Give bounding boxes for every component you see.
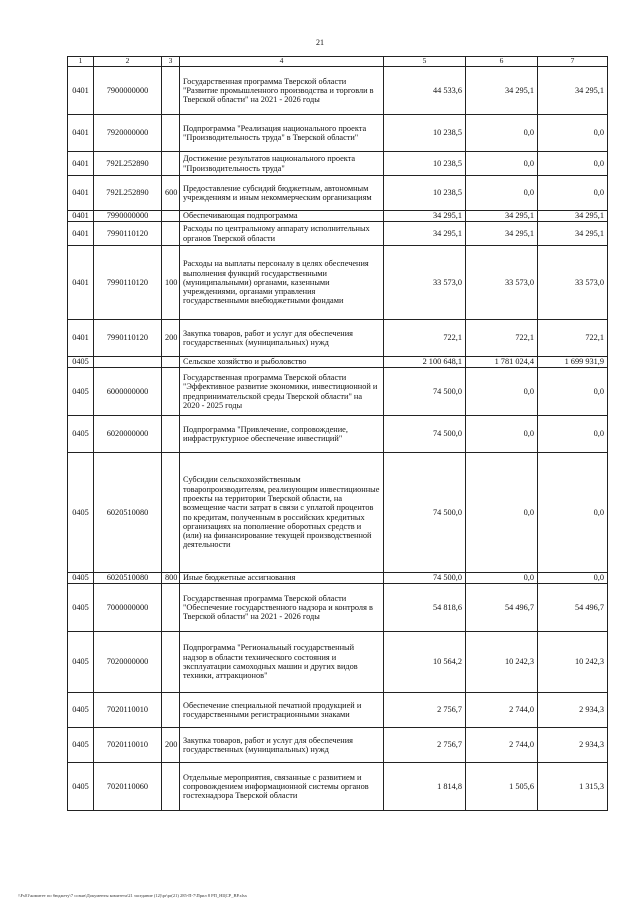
table-cell-value-col6: 0,0 xyxy=(466,176,538,211)
table-cell-name: Государственная программа Тверской области "Обеспечение государственного надзора и контроля в Тверской области" на 2021 - 2026 годы xyxy=(180,584,384,632)
table-cell-target-code: 7020110010 xyxy=(94,728,162,763)
table-cell-expense-type: 600 xyxy=(162,176,180,211)
table-cell-value-col7: 0,0 xyxy=(538,573,608,584)
table-cell-expense-type: 200 xyxy=(162,728,180,763)
table-cell-value-col6: 33 573,0 xyxy=(466,246,538,320)
table-cell-value-col6: 0,0 xyxy=(466,573,538,584)
table-cell-section: 0405 xyxy=(68,693,94,728)
table-cell-target-code: 792L252890 xyxy=(94,176,162,211)
table-cell-name: Подпрограмма "Реализация национального проекта "Производительность труда" в Тверской области" xyxy=(180,115,384,152)
table-cell-expense-type: 100 xyxy=(162,246,180,320)
table-cell-value-col5: 10 238,5 xyxy=(384,152,466,176)
table-cell-name: Расходы на выплаты персоналу в целях обеспечения выполнения функций государственными (муниципальными) органами, казенными учреждениями, органами управления государственными внебюджетными фондами xyxy=(180,246,384,320)
table-cell-value-col7: 1 699 931,9 xyxy=(538,357,608,368)
table-cell-expense-type xyxy=(162,357,180,368)
table-cell-section: 0401 xyxy=(68,67,94,115)
table-cell-value-col5: 34 295,1 xyxy=(384,211,466,222)
table-cell-section: 0405 xyxy=(68,416,94,453)
table-cell-target-code: 6020000000 xyxy=(94,416,162,453)
table-cell-value-col7: 33 573,0 xyxy=(538,246,608,320)
table-cell-section: 0405 xyxy=(68,368,94,416)
table-cell-section: 0405 xyxy=(68,573,94,584)
table-cell-expense-type xyxy=(162,115,180,152)
table-row xyxy=(68,357,608,368)
table-cell-section: 0401 xyxy=(68,176,94,211)
table-cell-value-col7: 34 295,1 xyxy=(538,211,608,222)
table-cell-value-col7: 2 934,3 xyxy=(538,693,608,728)
table-cell-value-col6: 2 744,0 xyxy=(466,728,538,763)
table-cell-value-col7: 34 295,1 xyxy=(538,222,608,246)
table-cell-value-col7: 0,0 xyxy=(538,176,608,211)
column-header-7: 7 xyxy=(538,57,608,67)
table-cell-value-col5: 10 238,5 xyxy=(384,176,466,211)
table-cell-value-col5: 74 500,0 xyxy=(384,368,466,416)
table-cell-target-code: 6020510080 xyxy=(94,453,162,573)
column-header-6: 6 xyxy=(466,57,538,67)
table-cell-value-col5: 10 564,2 xyxy=(384,632,466,693)
table-cell-expense-type xyxy=(162,763,180,811)
table-cell-name: Обеспечение специальной печатной продукцией и государственными регистрационными знаками xyxy=(180,693,384,728)
table-cell-name: Закупка товаров, работ и услуг для обеспечения государственных (муниципальных) нужд xyxy=(180,320,384,357)
table-cell-name: Субсидии сельскохозяйственным товаропроизводителям, реализующим инвестиционные проекты на территории Тверской области, на возмещение части затрат в связи с уплатой процентов по кредитам, полученным в российских кредитных организациях на пополнение оборотных средств и (или) на финансирование текущей производственной деятельности xyxy=(180,453,384,573)
table-cell-value-col6: 10 242,3 xyxy=(466,632,538,693)
table-row xyxy=(68,67,608,115)
table-cell-value-col7: 0,0 xyxy=(538,115,608,152)
table-cell-expense-type xyxy=(162,152,180,176)
table-row xyxy=(68,573,608,584)
table-row xyxy=(68,320,608,357)
table-cell-value-col6: 0,0 xyxy=(466,416,538,453)
table-cell-section: 0401 xyxy=(68,246,94,320)
table-cell-value-col7: 2 934,3 xyxy=(538,728,608,763)
table-cell-name: Достижение результатов национального проекта "Производительность труда" xyxy=(180,152,384,176)
table-cell-value-col7: 0,0 xyxy=(538,453,608,573)
table-cell-section: 0401 xyxy=(68,152,94,176)
table-cell-name: Закупка товаров, работ и услуг для обеспечения государственных (муниципальных) нужд xyxy=(180,728,384,763)
table-cell-name: Иные бюджетные ассигнования xyxy=(180,573,384,584)
table-cell-value-col6: 54 496,7 xyxy=(466,584,538,632)
column-header-4: 4 xyxy=(180,57,384,67)
table-row xyxy=(68,152,608,176)
table-cell-target-code xyxy=(94,357,162,368)
table-cell-section: 0405 xyxy=(68,584,94,632)
table-cell-section: 0401 xyxy=(68,115,94,152)
table-cell-target-code: 7920000000 xyxy=(94,115,162,152)
table-cell-value-col5: 54 818,6 xyxy=(384,584,466,632)
column-header-2: 2 xyxy=(94,57,162,67)
table-row xyxy=(68,584,608,632)
table-cell-value-col6: 1 505,6 xyxy=(466,763,538,811)
table-cell-expense-type: 800 xyxy=(162,573,180,584)
column-number-row xyxy=(68,57,608,67)
table-row xyxy=(68,246,608,320)
table-cell-value-col5: 74 500,0 xyxy=(384,573,466,584)
table-row xyxy=(68,176,608,211)
table-cell-name: Отдельные мероприятия, связанные с развитием и сопровождением информационной системы органов гостехнадзора Тверской области xyxy=(180,763,384,811)
table-cell-value-col7: 722,1 xyxy=(538,320,608,357)
table-cell-section: 0405 xyxy=(68,357,94,368)
table-row xyxy=(68,368,608,416)
table-body xyxy=(68,67,608,811)
table-cell-target-code: 7020110060 xyxy=(94,763,162,811)
table-cell-name: Сельское хозяйство и рыболовство xyxy=(180,357,384,368)
table-cell-target-code: 7990110120 xyxy=(94,222,162,246)
table-cell-value-col6: 2 744,0 xyxy=(466,693,538,728)
table-cell-target-code: 7000000000 xyxy=(94,584,162,632)
table-cell-expense-type xyxy=(162,453,180,573)
table-cell-value-col7: 0,0 xyxy=(538,152,608,176)
table-cell-value-col6: 34 295,1 xyxy=(466,222,538,246)
file-path-footer: \\Fs01\комитет по бюджету\7 созыв\Документы комитета\21 заседание (12)\pr\pr(21) 285-П-7\Прил 8 РП_НЦСР_ВР.xlsx xyxy=(18,893,248,898)
table-cell-target-code: 6000000000 xyxy=(94,368,162,416)
table-cell-expense-type xyxy=(162,67,180,115)
table-cell-expense-type xyxy=(162,632,180,693)
table-cell-target-code: 7900000000 xyxy=(94,67,162,115)
table-row xyxy=(68,632,608,693)
table-row xyxy=(68,728,608,763)
table-cell-value-col5: 2 756,7 xyxy=(384,693,466,728)
table-cell-value-col6: 722,1 xyxy=(466,320,538,357)
table-cell-value-col7: 34 295,1 xyxy=(538,67,608,115)
table-cell-value-col7: 0,0 xyxy=(538,416,608,453)
page-number: 21 xyxy=(316,38,324,47)
table-row xyxy=(68,693,608,728)
table-cell-section: 0405 xyxy=(68,632,94,693)
table-cell-section: 0405 xyxy=(68,728,94,763)
table-cell-expense-type xyxy=(162,584,180,632)
table-cell-value-col6: 0,0 xyxy=(466,368,538,416)
table-cell-name: Подпрограмма "Региональный государственный надзор в области технического состояния и эксплуатации самоходных машин и других видов техники, аттракционов" xyxy=(180,632,384,693)
table-cell-value-col6: 34 295,1 xyxy=(466,211,538,222)
table-cell-value-col5: 33 573,0 xyxy=(384,246,466,320)
column-header-5: 5 xyxy=(384,57,466,67)
table-cell-name: Государственная программа Тверской области "Эффективное развитие экономики, инвестиционной и предпринимательской среды Тверской области" на 2020 - 2025 годы xyxy=(180,368,384,416)
table-cell-target-code: 6020510080 xyxy=(94,573,162,584)
table-cell-name: Предоставление субсидий бюджетным, автономным учреждениям и иным некоммерческим организациям xyxy=(180,176,384,211)
table-row xyxy=(68,115,608,152)
table-cell-expense-type xyxy=(162,693,180,728)
table-cell-section: 0401 xyxy=(68,320,94,357)
table-cell-value-col7: 0,0 xyxy=(538,368,608,416)
table-cell-name: Обеспечивающая подпрограмма xyxy=(180,211,384,222)
table-row xyxy=(68,222,608,246)
table-cell-expense-type xyxy=(162,368,180,416)
table-cell-target-code: 7990110120 xyxy=(94,246,162,320)
budget-table xyxy=(67,56,608,811)
table-row xyxy=(68,416,608,453)
table-cell-target-code: 7020000000 xyxy=(94,632,162,693)
table-cell-expense-type xyxy=(162,222,180,246)
table-cell-value-col6: 0,0 xyxy=(466,453,538,573)
column-header-1: 1 xyxy=(68,57,94,67)
table-cell-value-col5: 44 533,6 xyxy=(384,67,466,115)
table-cell-expense-type: 200 xyxy=(162,320,180,357)
table-row xyxy=(68,763,608,811)
table-cell-value-col5: 722,1 xyxy=(384,320,466,357)
table-cell-value-col5: 10 238,5 xyxy=(384,115,466,152)
table-cell-value-col5: 2 756,7 xyxy=(384,728,466,763)
table-cell-value-col7: 54 496,7 xyxy=(538,584,608,632)
table-cell-value-col6: 0,0 xyxy=(466,152,538,176)
table-cell-target-code: 7990110120 xyxy=(94,320,162,357)
table-cell-value-col6: 0,0 xyxy=(466,115,538,152)
table-cell-expense-type xyxy=(162,416,180,453)
table-cell-section: 0401 xyxy=(68,222,94,246)
table-cell-value-col5: 74 500,0 xyxy=(384,453,466,573)
table-cell-name: Подпрограмма "Привлечение, сопровождение, инфраструктурное обеспечение инвестиций" xyxy=(180,416,384,453)
table-row xyxy=(68,453,608,573)
table-cell-expense-type xyxy=(162,211,180,222)
table-cell-value-col6: 34 295,1 xyxy=(466,67,538,115)
table-cell-section: 0405 xyxy=(68,763,94,811)
table-row xyxy=(68,211,608,222)
table-cell-value-col7: 10 242,3 xyxy=(538,632,608,693)
table-cell-value-col5: 74 500,0 xyxy=(384,416,466,453)
column-header-3: 3 xyxy=(162,57,180,67)
table-cell-value-col5: 2 100 648,1 xyxy=(384,357,466,368)
table-cell-value-col7: 1 315,3 xyxy=(538,763,608,811)
table-cell-section: 0401 xyxy=(68,211,94,222)
table-cell-value-col5: 34 295,1 xyxy=(384,222,466,246)
table-cell-name: Расходы по центральному аппарату исполнительных органов Тверской области xyxy=(180,222,384,246)
table-cell-value-col5: 1 814,8 xyxy=(384,763,466,811)
table-cell-target-code: 7020110010 xyxy=(94,693,162,728)
table-cell-target-code: 7990000000 xyxy=(94,211,162,222)
table-cell-name: Государственная программа Тверской области "Развитие промышленного производства и торговли в Тверской области" на 2021 - 2026 годы xyxy=(180,67,384,115)
table-cell-value-col6: 1 781 024,4 xyxy=(466,357,538,368)
table-cell-section: 0405 xyxy=(68,453,94,573)
table-cell-target-code: 792L252890 xyxy=(94,152,162,176)
